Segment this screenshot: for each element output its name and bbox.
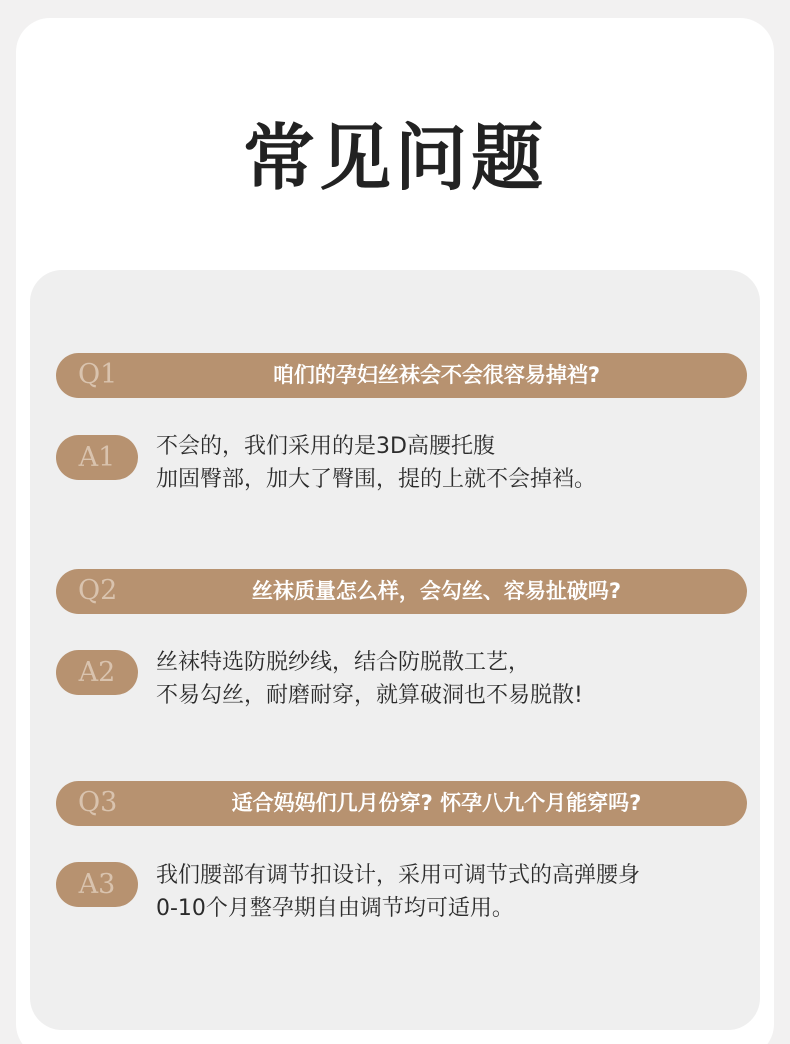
question-tag-3: Q3 [78, 787, 118, 818]
page-title: 常见问题 [242, 116, 547, 200]
answer-text-2 [156, 646, 736, 712]
question-bar-1 [56, 353, 747, 398]
answer-text-3 [156, 859, 736, 925]
question-text-3: 适合妈妈们几月份穿? 怀孕八九个月能穿吗? [231, 791, 642, 815]
answer-1-line-1: 不会的，我们采用的是3D高腰托腹 [156, 434, 495, 459]
answer-3-line-2: 0-10个月整孕期自由调节均可适用。 [156, 896, 514, 921]
question-text-2: 丝袜质量怎么样，会勾丝、容易扯破吗? [251, 579, 622, 603]
answer-text-1 [156, 430, 736, 496]
answer-2-line-1: 丝袜特选防脱纱线，结合防脱散工艺， [156, 650, 531, 675]
question-bar-3 [56, 781, 747, 826]
question-tag-1: Q1 [78, 359, 118, 390]
answer-tag-1: A1 [56, 435, 138, 480]
answer-2-line-2: 不易勾丝，耐磨耐穿，就算破洞也不易脱散! [156, 683, 583, 708]
answer-1-line-2: 加固臀部，加大了臀围，提的上就不会掉裆。 [156, 467, 597, 492]
question-text-1: 咱们的孕妇丝袜会不会很容易掉裆? [272, 363, 601, 387]
answer-tag-2: A2 [56, 650, 138, 695]
answer-3-line-1: 我们腰部有调节扣设计，采用可调节式的高弹腰身 [156, 863, 641, 888]
question-bar-2 [56, 569, 747, 614]
question-tag-2: Q2 [78, 575, 118, 606]
answer-tag-3: A3 [56, 862, 138, 907]
